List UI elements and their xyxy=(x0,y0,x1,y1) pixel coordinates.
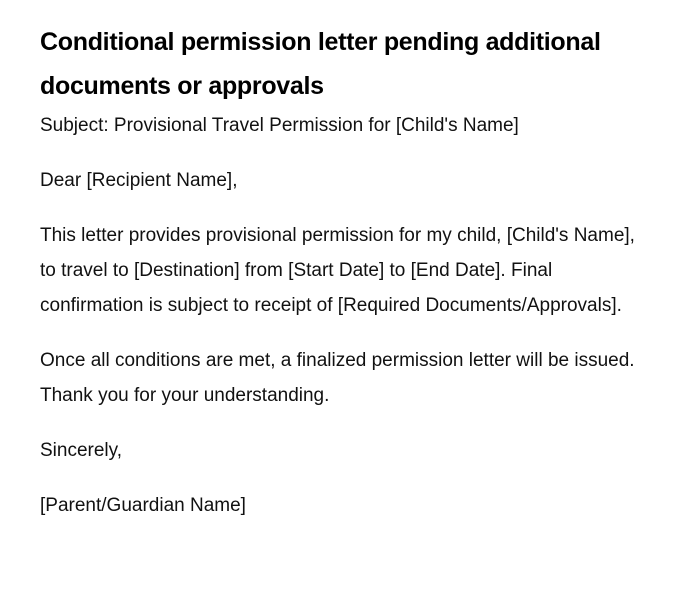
document-title: Conditional permission letter pending additional documents or approvals xyxy=(40,28,601,100)
letter-greeting: Dear [Recipient Name], xyxy=(40,170,238,191)
letter-closing: Sincerely, xyxy=(40,440,123,461)
letter-body-paragraph-2: Once all conditions are met, a finalized permission letter will be issued. Thank you for your understanding. xyxy=(40,350,635,406)
letter-subject: Subject: Provisional Travel Permission for [Child's Name] xyxy=(40,115,519,136)
letter-signature: [Parent/Guardian Name] xyxy=(40,495,246,516)
letter-body-paragraph-1: This letter provides provisional permission for my child, [Child's Name], to travel to [Destination] from [Start Date] to [End Date]. Final confirmation is subject to receipt of [Required Documents/Approvals]. xyxy=(40,225,635,316)
